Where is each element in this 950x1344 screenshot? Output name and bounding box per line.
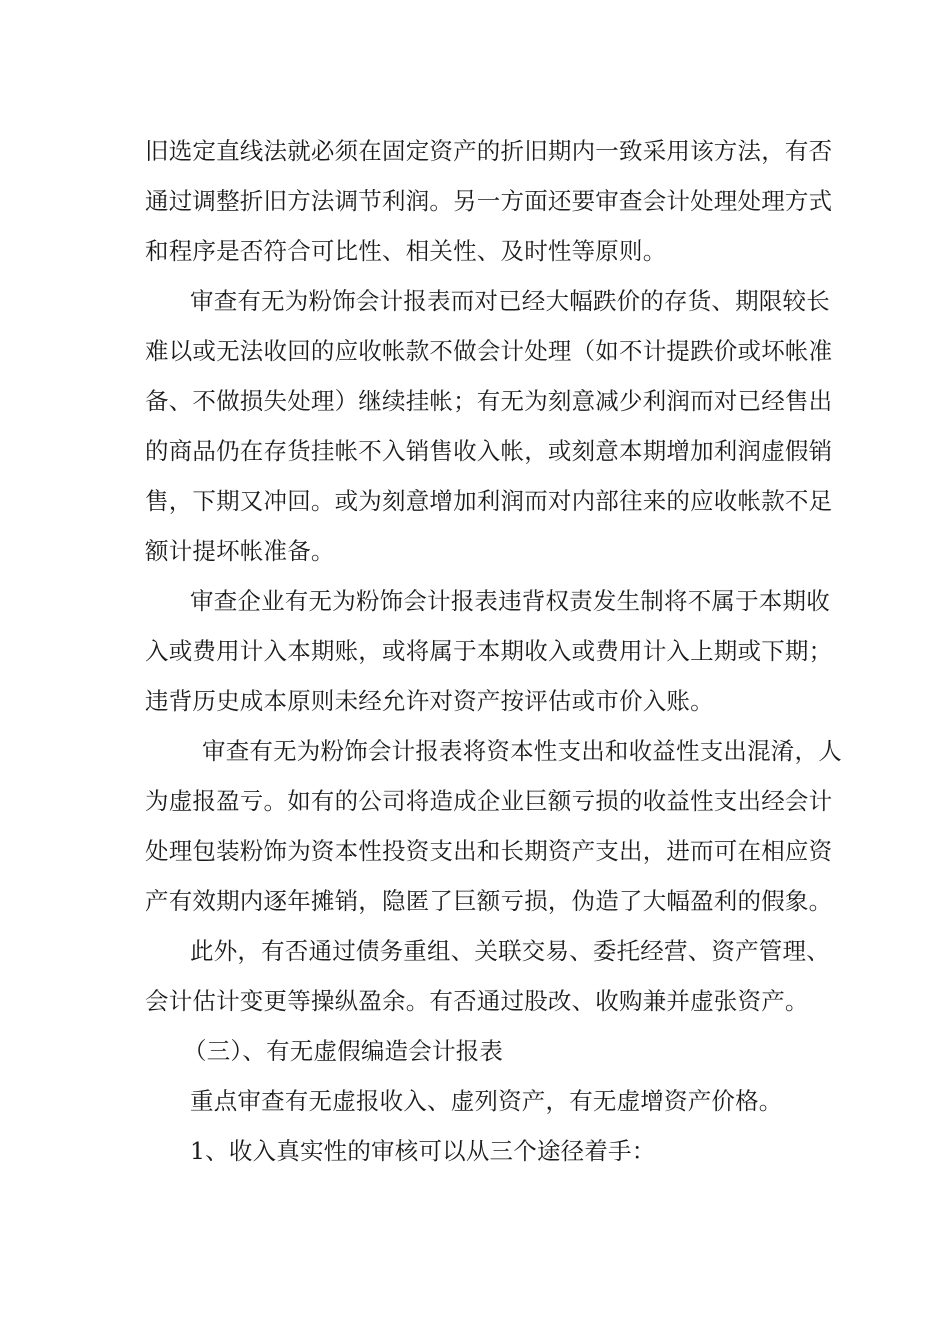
paragraph-2-line-1: 审查有无为粉饰会计报表而对已经大幅跌价的存货、期限较长 <box>190 287 830 315</box>
paragraph-2-line-3: 备、不做损失处理）继续挂帐；有无为刻意减少利润而对已经售出 <box>145 387 833 415</box>
section-heading: （三）、有无虚假编造会计报表 <box>183 1037 504 1065</box>
paragraph-5-line-2: 会计估计变更等操纵盈余。有否通过股改、收购兼并虚张资产。 <box>145 987 809 1015</box>
paragraph-1-line-3: 和程序是否符合可比性、相关性、及时性等原则。 <box>145 237 667 265</box>
paragraph-1-line-2: 通过调整折旧方法调节利润。另一方面还要审查会计处理处理方式 <box>145 187 833 215</box>
paragraph-3-line-2: 入或费用计入本期账，或将属于本期收入或费用计入上期或下期； <box>145 637 833 665</box>
paragraph-6-line-1: 重点审查有无虚报收入、虚列资产，有无虚增资产价格。 <box>190 1087 783 1115</box>
paragraph-4-line-3: 处理包装粉饰为资本性投资支出和长期资产支出，进而可在相应资 <box>145 837 833 865</box>
paragraph-2-line-5: 售，下期又冲回。或为刻意增加利润而对内部往来的应收帐款不足 <box>145 487 833 515</box>
paragraph-4-line-1: 审查有无为粉饰会计报表将资本性支出和收益性支出混淆，人 <box>202 737 842 765</box>
paragraph-1-line-1: 旧选定直线法就必须在固定资产的折旧期内一致采用该方法，有否 <box>145 137 833 165</box>
paragraph-3-line-3: 违背历史成本原则未经允许对资产按评估或市价入账。 <box>145 687 714 715</box>
paragraph-5-line-1: 此外，有否通过债务重组、关联交易、委托经营、资产管理、 <box>190 937 830 965</box>
paragraph-4-line-2: 为虚报盈亏。如有的公司将造成企业巨额亏损的收益性支出经会计 <box>145 787 833 815</box>
paragraph-3-line-1: 审查企业有无为粉饰会计报表违背权责发生制将不属于本期收 <box>190 587 830 615</box>
paragraph-2-line-4: 的商品仍在存货挂帐不入销售收入帐，或刻意本期增加利润虚假销 <box>145 437 833 465</box>
numbered-item-1: 1、收入真实性的审核可以从三个途径着手： <box>190 1137 656 1165</box>
paragraph-4-line-4: 产有效期内逐年摊销，隐匿了巨额亏损，伪造了大幅盈利的假象。 <box>145 887 833 915</box>
paragraph-2-line-2: 难以或无法收回的应收帐款不做会计处理（如不计提跌价或坏帐准 <box>145 337 833 365</box>
paragraph-2-line-6: 额计提坏帐准备。 <box>145 537 335 565</box>
